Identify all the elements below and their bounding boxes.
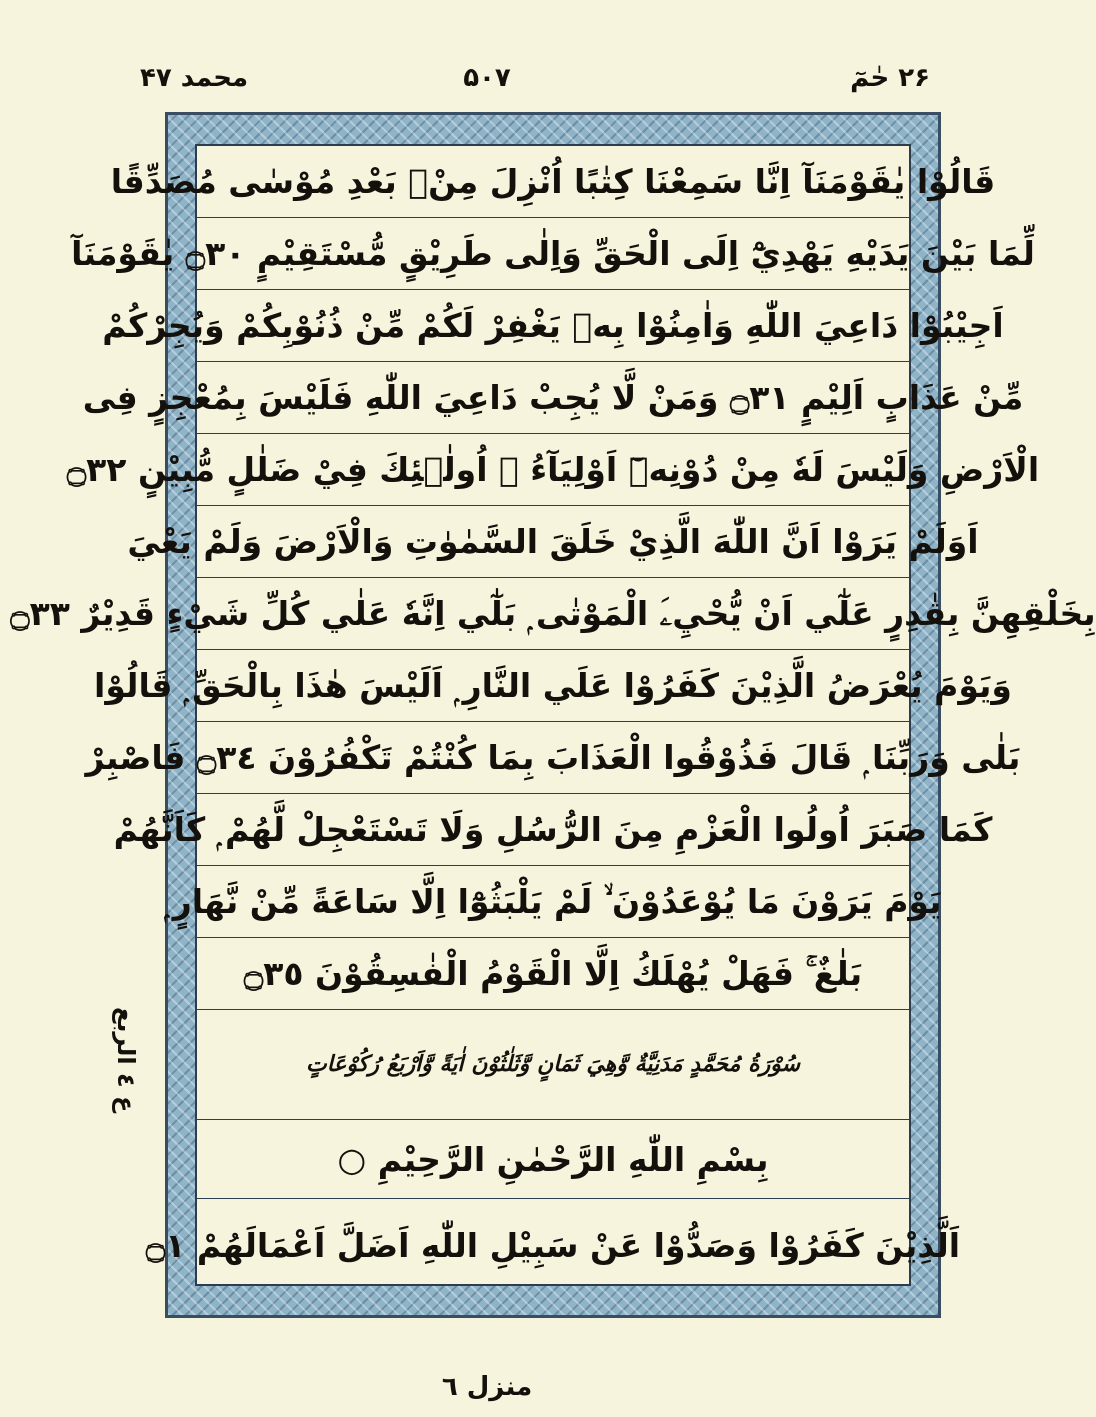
- verse-line: اَلَّذِيْنَ كَفَرُوْا وَصَدُّوْا عَنْ سَبِيْلِ اللّٰهِ اَضَلَّ اَعْمَالَهُمْ ۝١: [145, 1226, 961, 1265]
- verse-line: كَمَا صَبَرَ اُولُوا الْعَزْمِ مِنَ الرُّسُلِ وَلَا تَسْتَعْجِلْ لَّهُمْ ۭ كَاَنَّهُمْ: [197, 794, 909, 866]
- verse-line: قَالُوْا يٰقَوْمَنَآ اِنَّا سَمِعْنَا كِتٰبًا اُنْزِلَ مِنْۢ بَعْدِ مُوْسٰى مُصَدِّقًا: [197, 146, 909, 218]
- surah-label: محمد ۴۷: [140, 63, 249, 93]
- surah-heading: سُوْرَةُ مُحَمَّدٍ مَدَنِيَّةٌ وَّهِيَ ثَمَانٍ وَّثَلٰثُوْنَ اٰيَةً وَّاَرْبَعُ رُكُوْعَاتٍ: [197, 1010, 909, 1120]
- verse-line: بَلٰى وَرَبِّنَا ۭ قَالَ فَذُوْقُوا الْعَذَابَ بِمَا كُنْتُمْ تَكْفُرُوْنَ ۝٣٤ فَاصْبِرْ: [197, 722, 909, 794]
- verse-line: الْاَرْضِ وَلَيْسَ لَهٗ مِنْ دُوْنِهٖٓ اَوْلِيَآءُ ۭ اُولٰۗئِكَ فِيْ ضَلٰلٍ مُّبِيْنٍ ۝٣٢: [197, 434, 909, 506]
- ruku-marker: ع ٤ الربع: [112, 1007, 140, 1113]
- juz-label: ۲۶ حٰمٓ: [850, 63, 930, 93]
- verse-line: لِّمَا بَيْنَ يَدَيْهِ يَهْدِيْٓ اِلَى الْحَقِّ وَاِلٰى طَرِيْقٍ مُّسْتَقِيْمٍ ۝٣٠ يٰقَوْمَنَآ: [197, 218, 909, 290]
- verse-line: اَوَلَمْ يَرَوْا اَنَّ اللّٰهَ الَّذِيْ خَلَقَ السَّمٰوٰتِ وَالْاَرْضَ وَلَمْ يَعْيَ: [197, 506, 909, 578]
- page-header: [0, 58, 974, 98]
- verse-line: بِخَلْقِهِنَّ بِقٰدِرٍ عَلٰٓي اَنْ يُّحْيِۦَ الْمَوْتٰى ۭ بَلٰٓي اِنَّهٗ عَلٰي كُلِّ شَيْءٍ قَدِيْرٌ ۝٣٣: [197, 578, 909, 650]
- verse-line: يَوْمَ يَرَوْنَ مَا يُوْعَدُوْنَ ۙ لَمْ يَلْبَثُوْٓا اِلَّا سَاعَةً مِّنْ نَّهَارٍ ۭ: [197, 866, 909, 938]
- bismillah-line: بِسْمِ اللّٰهِ الرَّحْمٰنِ الرَّحِيْمِ ○: [197, 1120, 909, 1199]
- manzil-footer: منزل ٦: [441, 1372, 533, 1402]
- verse-line: مِّنْ عَذَابٍ اَلِيْمٍ ۝٣١ وَمَنْ لَّا يُجِبْ دَاعِيَ اللّٰهِ فَلَيْسَ بِمُعْجِزٍ فِى: [197, 362, 909, 434]
- verse-line: وَيَوْمَ يُعْرَضُ الَّذِيْنَ كَفَرُوْا عَلَي النَّارِ ۭ اَلَيْسَ هٰذَا بِالْحَقِّ ۭ قَالُوْا: [197, 650, 909, 722]
- verse-line: بَلٰغٌ ۚ فَهَلْ يُهْلَكُ اِلَّا الْقَوْمُ الْفٰسِقُوْنَ ۝٣٥: [197, 938, 909, 1010]
- verse-line: اَجِيْبُوْا دَاعِيَ اللّٰهِ وَاٰمِنُوْا بِهٖ يَغْفِرْ لَكُمْ مِّنْ ذُنُوْبِكُمْ وَيُجِرْكُمْ: [197, 290, 909, 362]
- page-number: ۵۰۷: [463, 63, 511, 93]
